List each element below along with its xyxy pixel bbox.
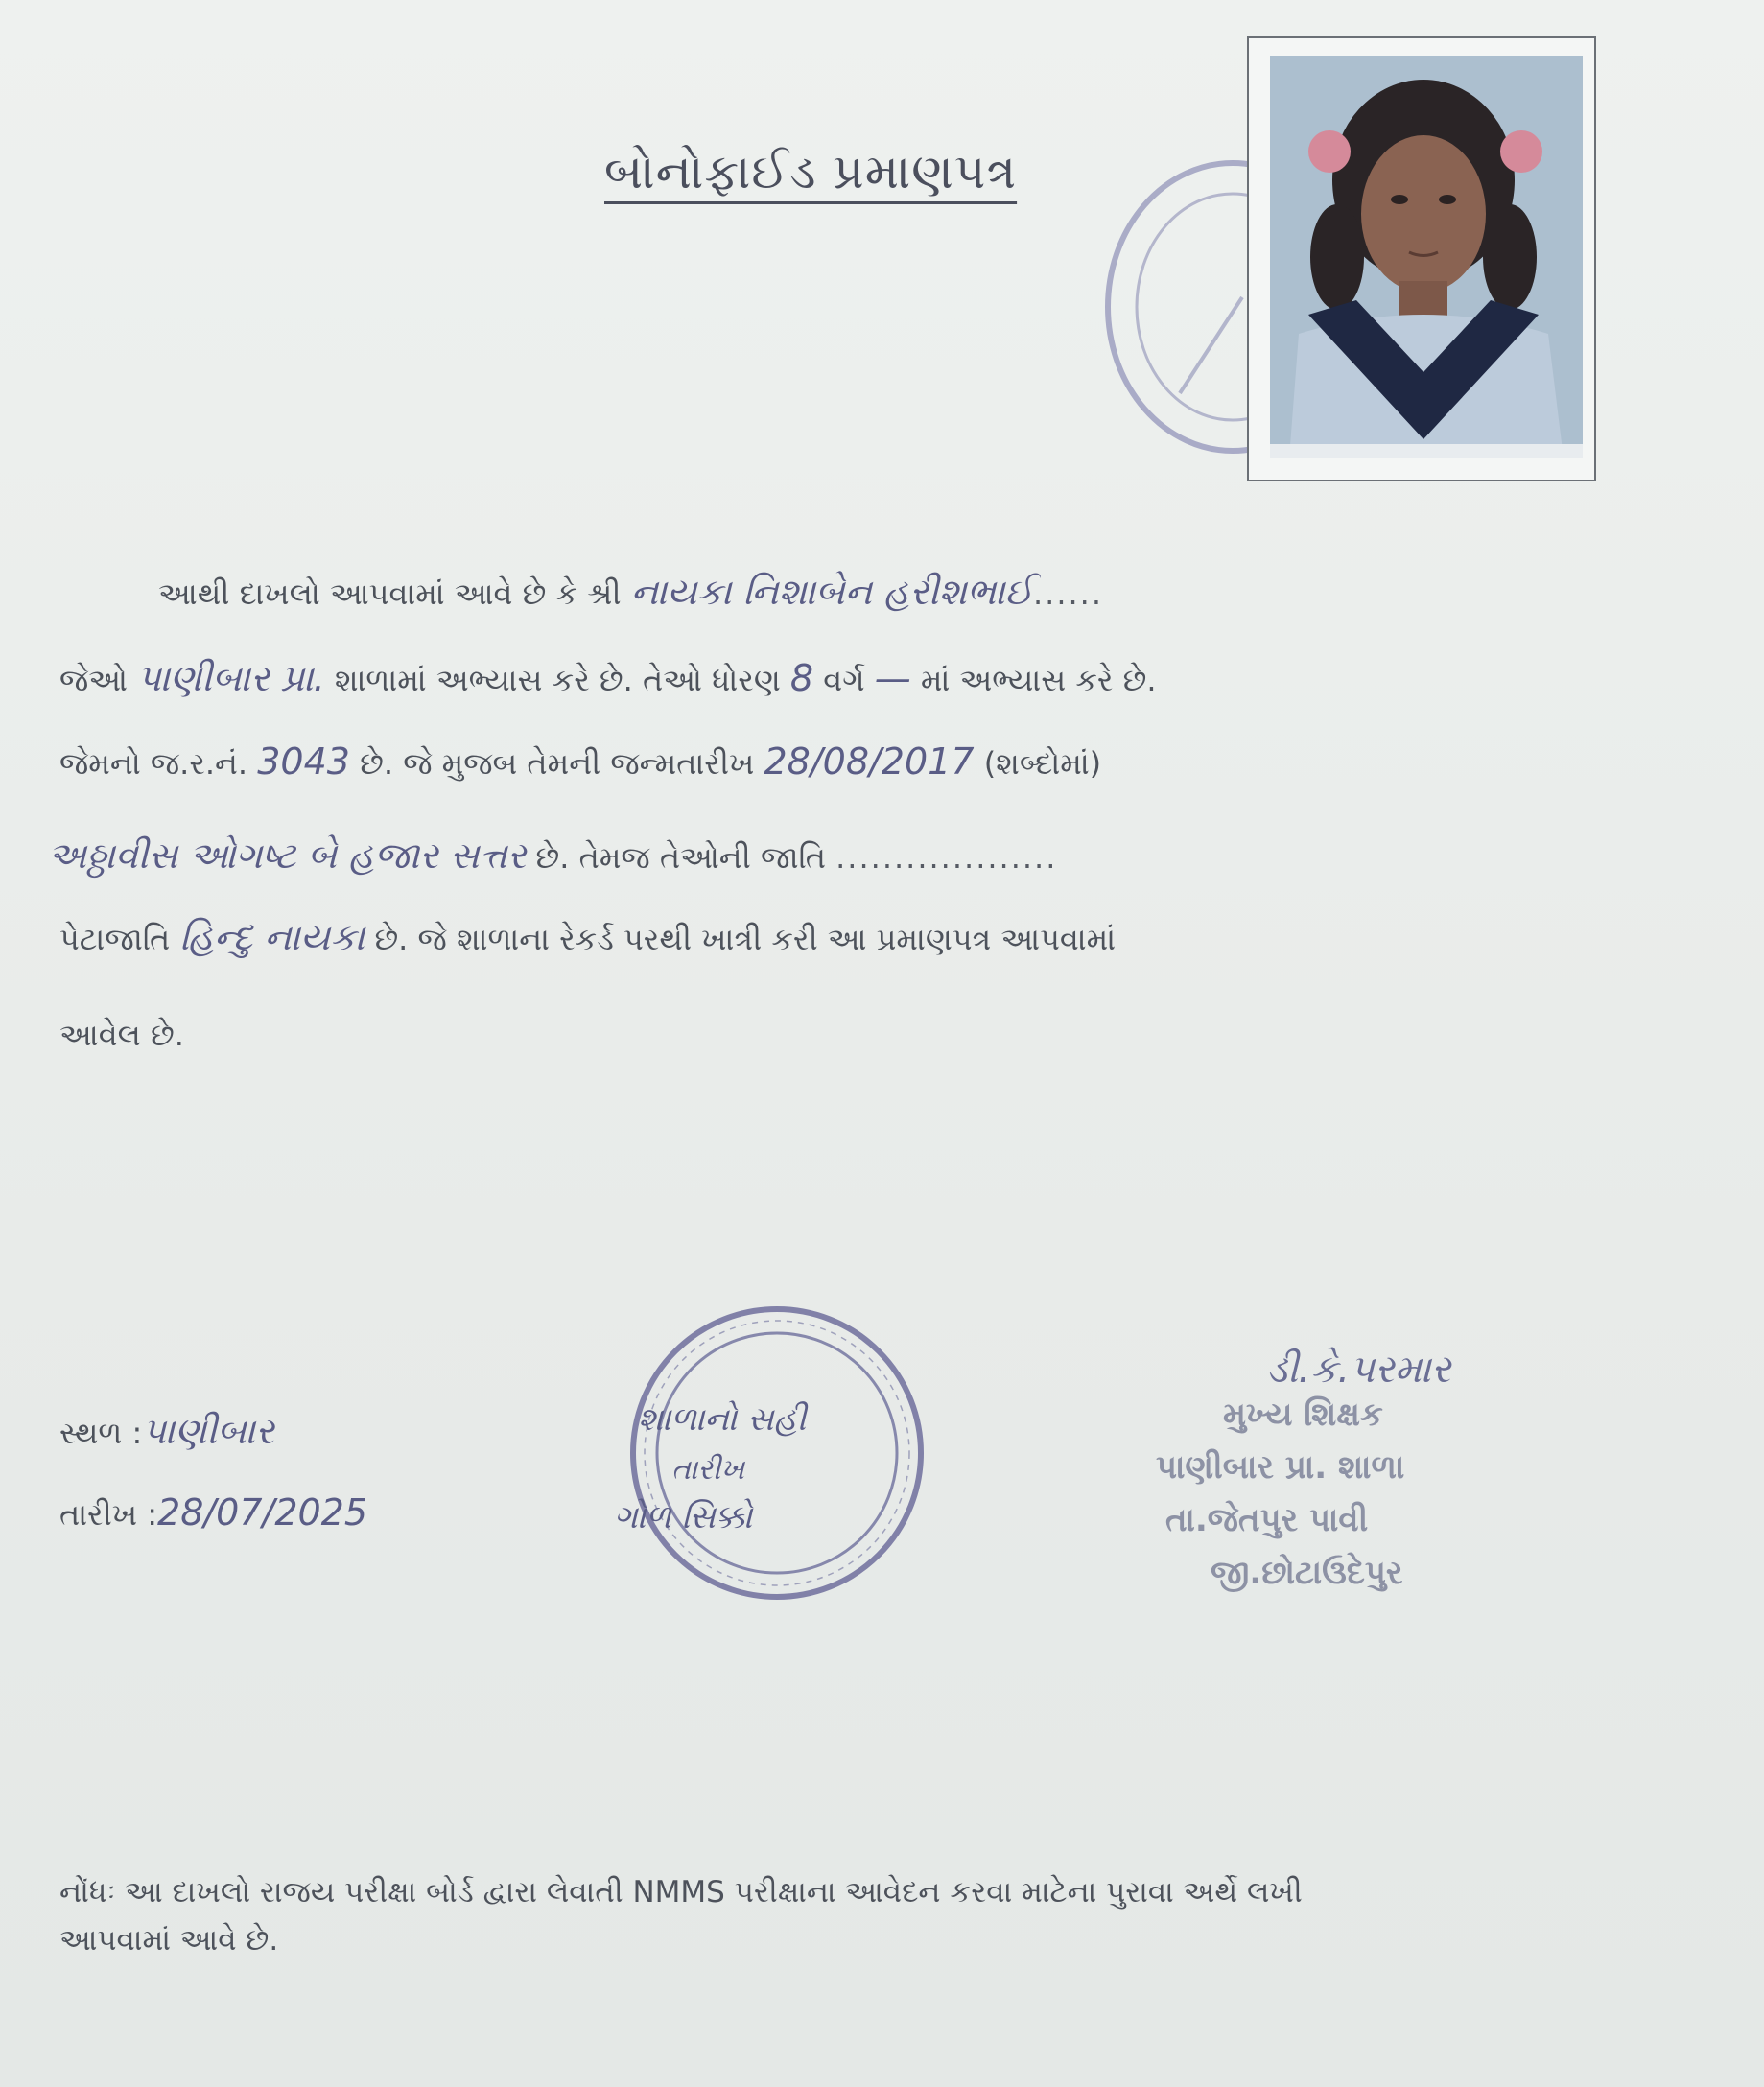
standard-value: 8 (789, 657, 814, 699)
birth-date-words: અઠ્ઠાવીસ ઓગષ્ટ બે હજાર સત્તર (48, 834, 527, 877)
stamp-text-1: શાળાનો સહી (638, 1400, 807, 1439)
line3-text-a: જેમનો જ.ર.નં. (59, 745, 248, 782)
line5-text-b: છે. જે શાળાના રેકર્ડ પરથી ખાત્રી કરી આ પ્રમાણપત્ર આપવામાં (374, 921, 1117, 957)
date-line (59, 1491, 367, 1534)
office-line-3: તા.જેતપુર પાવી (1165, 1501, 1369, 1539)
stamp-text-3: ગોળ સિક્કો (614, 1498, 753, 1536)
school-name: પાણીબાર પ્રા. (137, 657, 325, 699)
note-line-2: આપવામાં આવે છે. (59, 1923, 279, 1958)
text-line-4 (48, 834, 1057, 878)
gr-number: 3043 (257, 740, 350, 783)
birth-date: 28/08/2017 (764, 740, 975, 783)
division-value: — (874, 657, 911, 699)
line1-dots: ...... (1032, 575, 1103, 612)
text-line-6: આવેલ છે. (59, 1017, 184, 1053)
student-name: નાયકા નિશાબેન હરીશભાઈ (630, 571, 1033, 613)
line4-dots: ................... (835, 839, 1058, 876)
office-line-4: જી.છોટાઉદેપુર (1211, 1554, 1403, 1592)
text-line-3 (59, 740, 1101, 783)
line3-text-c: (શબ્દોમાં) (983, 745, 1102, 782)
place-value: પાણીબાર (142, 1410, 274, 1452)
text-line-5 (59, 916, 1116, 959)
text-line-2 (59, 657, 1157, 700)
place-label: સ્થળ : (59, 1415, 143, 1451)
school-round-stamp (623, 1300, 930, 1606)
sub-caste: હિન્દુ નાયકા (179, 916, 365, 958)
line2-text-d: માં અભ્યાસ કરે છે. (920, 662, 1157, 698)
student-photo (1270, 56, 1583, 458)
stamp-text-2: તારીખ (671, 1453, 744, 1487)
line4-text-b: છે. તેમજ તેઓની જાતિ (535, 839, 826, 876)
line1-text: આથી દાખલો આપવામાં આવે છે કે શ્રી (158, 575, 622, 612)
office-line-1: મુખ્ય શિક્ષક (1223, 1395, 1383, 1434)
note-line-1: નોંધઃ આ દાખલો રાજય પરીક્ષા બોર્ડ દ્વારા લેવાતી NMMS પરીક્ષાના આવેદન કરવા માટેના પુરાવા અર્થે લખી (59, 1875, 1303, 1910)
certificate-title: બોનોફાઈડ પ્રમાણપત્ર (604, 144, 1018, 199)
headmaster-signature: ડી.કે.પરમાર (1266, 1348, 1451, 1392)
date-label: તારીખ : (59, 1496, 158, 1533)
line5-text-a: પેટાજાતિ (59, 921, 171, 957)
office-line-2: પાણીબાર પ્રા. શાળા (1156, 1448, 1405, 1487)
line2-text-a: જેઓ (59, 662, 128, 698)
line3-text-b: છે. જે મુજબ તેમની જન્મતારીખ (360, 745, 755, 782)
date-value: 28/07/2025 (157, 1491, 368, 1534)
place-line (59, 1410, 274, 1453)
line2-text-c: વર્ગ (823, 662, 865, 698)
line2-text-b: શાળામાં અભ્યાસ કરે છે. તેઓ ધોરણ (334, 662, 781, 698)
text-line-1 (158, 571, 1103, 614)
